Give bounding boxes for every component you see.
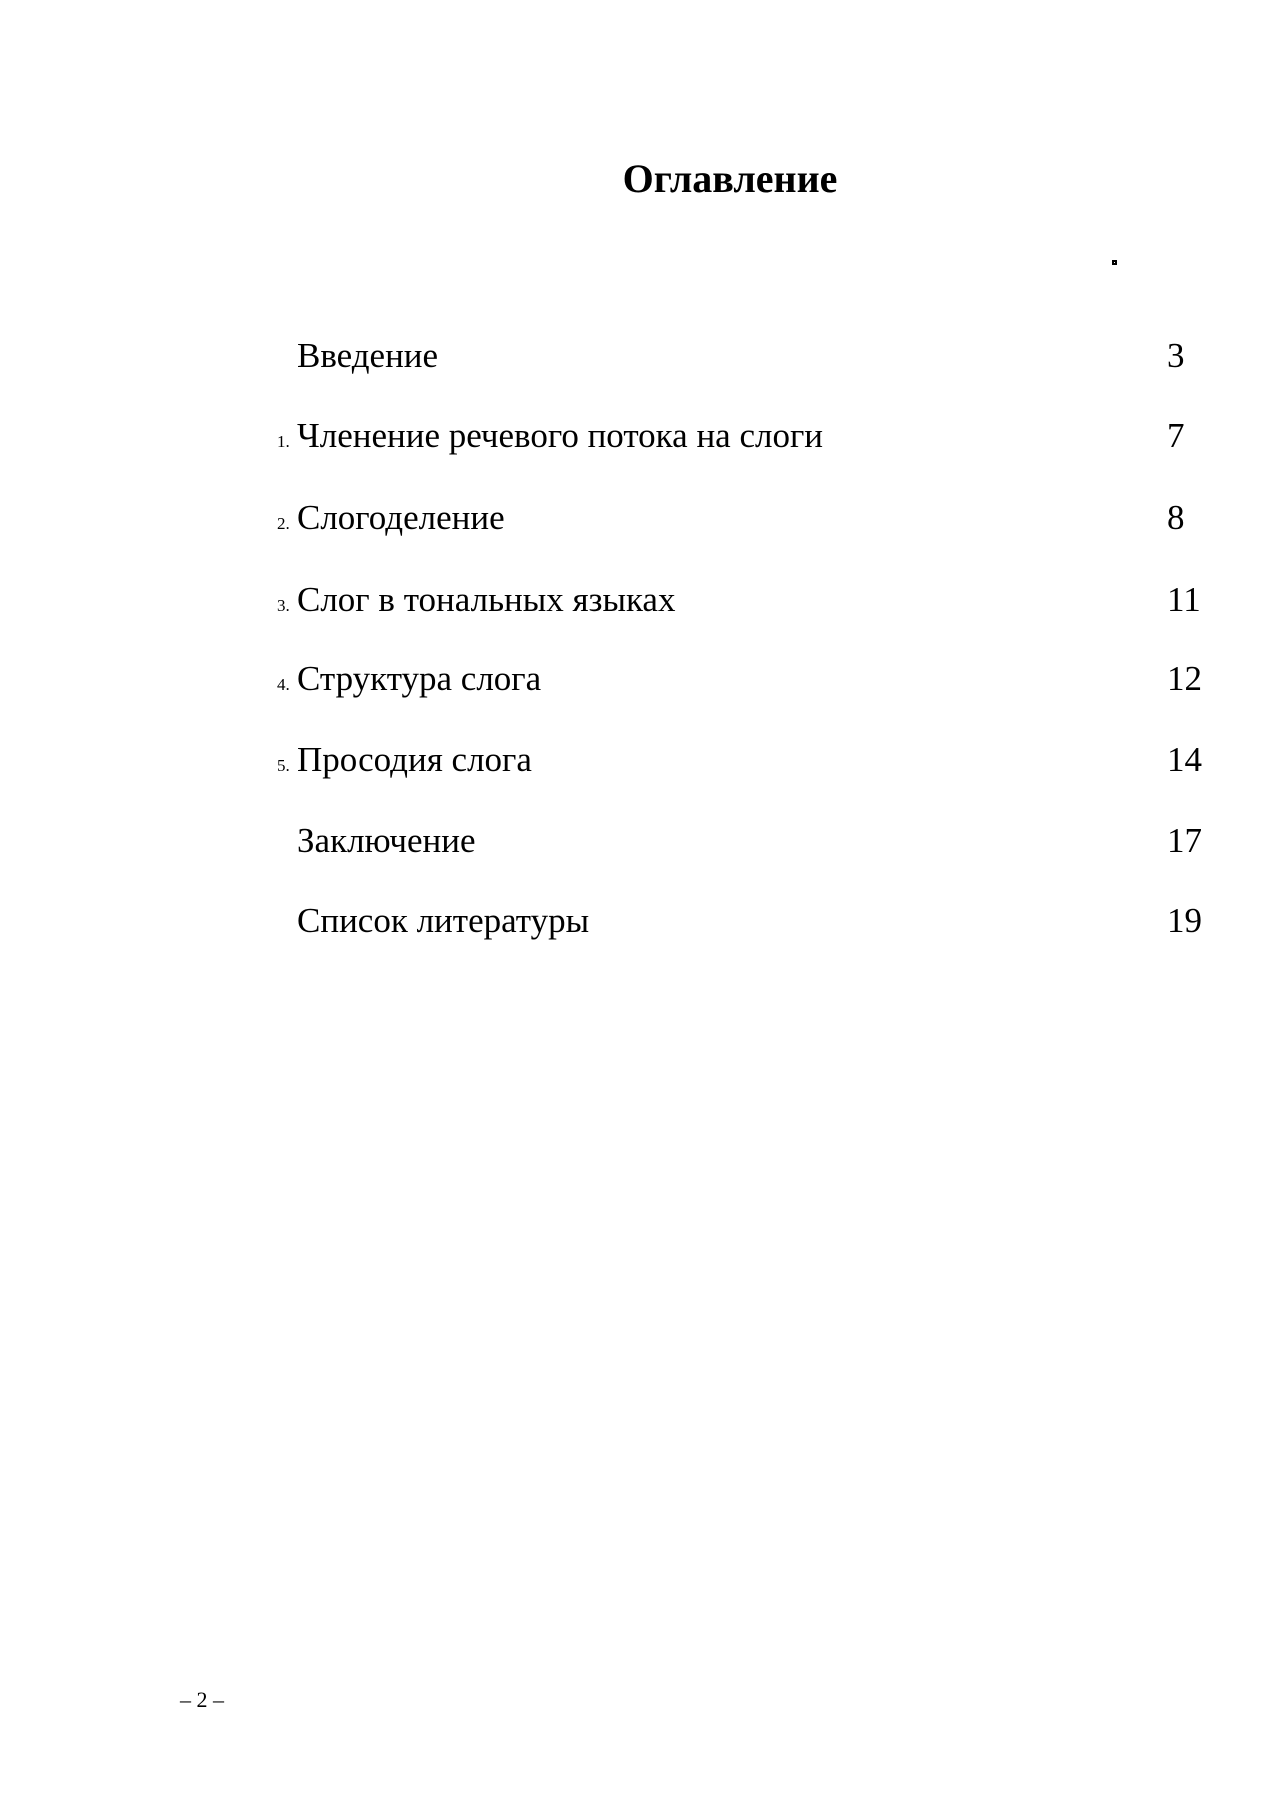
toc-row bbox=[0, 578, 1280, 622]
toc-item-page: 3 bbox=[1167, 336, 1185, 375]
toc-row bbox=[0, 738, 1280, 782]
toc-item-title: Членение речевого потока на слоги bbox=[297, 416, 824, 455]
toc-item-number: 5. bbox=[277, 756, 290, 775]
toc-row bbox=[0, 819, 1280, 863]
toc-row bbox=[0, 899, 1280, 943]
toc-item-page: 8 bbox=[1167, 498, 1185, 537]
toc-item-number: 4. bbox=[277, 675, 290, 694]
toc-item-page: 17 bbox=[1167, 821, 1202, 860]
toc-item-page: 7 bbox=[1167, 416, 1185, 455]
toc-row bbox=[0, 496, 1280, 540]
toc-item-title: Заключение bbox=[297, 821, 476, 860]
toc-item-title: Просодия слога bbox=[297, 740, 532, 779]
toc-item-page: 19 bbox=[1167, 901, 1202, 940]
toc-item-number: 1. bbox=[277, 432, 290, 451]
toc-item-title: Введение bbox=[297, 336, 439, 375]
toc-row bbox=[0, 414, 1280, 458]
toc-item-page: 12 bbox=[1167, 659, 1202, 698]
toc-item-number: 3. bbox=[277, 596, 290, 615]
page-title: Оглавление bbox=[622, 156, 838, 201]
toc-item-page: 11 bbox=[1167, 580, 1201, 619]
anchor-marker-icon bbox=[1112, 260, 1117, 265]
page-number: – 2 – bbox=[180, 1687, 224, 1712]
toc-item-title: Структура слога bbox=[297, 659, 542, 698]
toc-item-title: Слог в тональных языках bbox=[297, 580, 676, 619]
toc-item-page: 14 bbox=[1167, 740, 1202, 779]
toc-item-title: Слогоделение bbox=[297, 498, 505, 537]
toc-item-title: Список литературы bbox=[297, 901, 590, 940]
toc-item-number: 2. bbox=[277, 514, 290, 533]
toc-row bbox=[0, 657, 1280, 701]
toc-row bbox=[0, 334, 1280, 378]
